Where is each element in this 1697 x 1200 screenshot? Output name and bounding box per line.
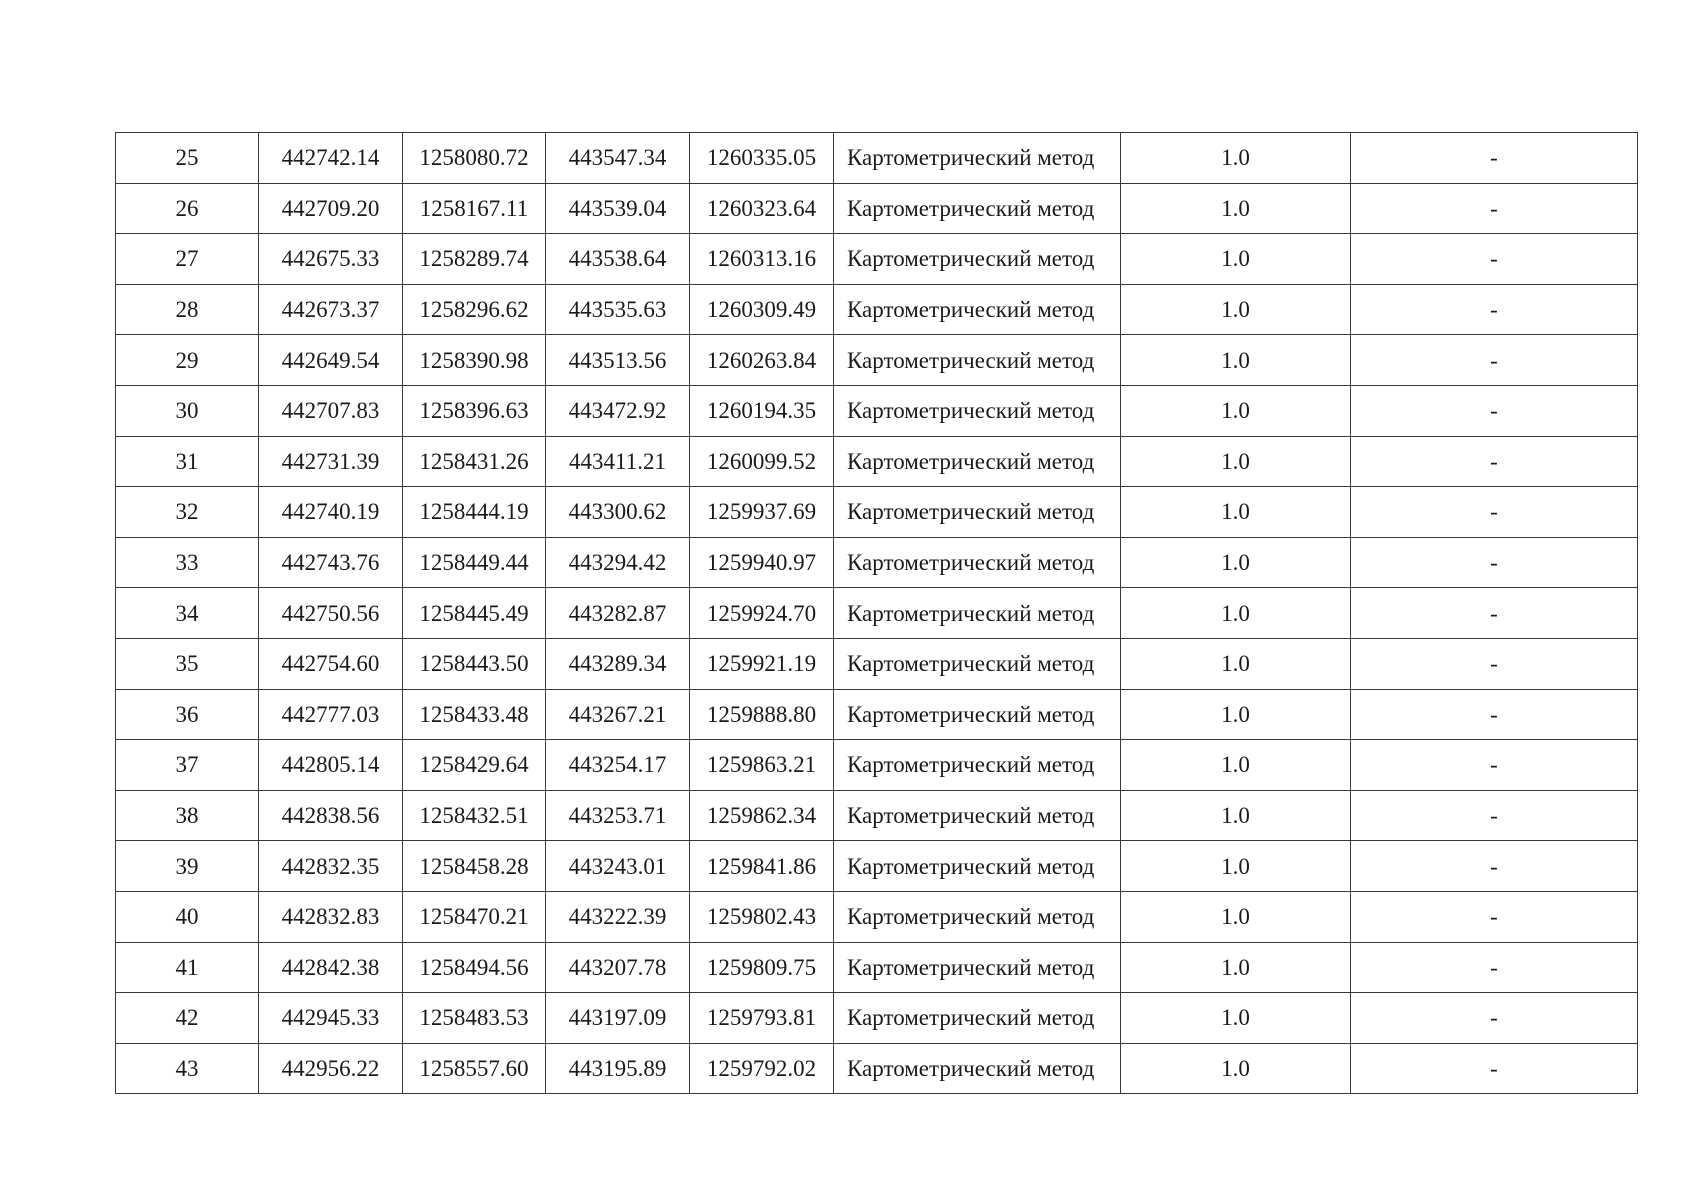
- y-existing-cell: 1258429.64: [403, 740, 546, 791]
- x-existing-cell: 442675.33: [259, 234, 403, 285]
- method-cell: Картометрический метод: [834, 588, 1121, 639]
- note-cell: -: [1351, 234, 1638, 285]
- method-cell: Картометрический метод: [834, 689, 1121, 740]
- note-cell: -: [1351, 588, 1638, 639]
- x-new-cell: 443547.34: [546, 133, 690, 184]
- x-existing-cell: 442832.35: [259, 841, 403, 892]
- point-number-cell: 39: [116, 841, 259, 892]
- note-cell: -: [1351, 537, 1638, 588]
- method-cell: Картометрический метод: [834, 891, 1121, 942]
- x-existing-cell: 442707.83: [259, 385, 403, 436]
- table-row: [116, 234, 1638, 285]
- method-cell: Картометрический метод: [834, 133, 1121, 184]
- point-number-cell: 40: [116, 891, 259, 942]
- x-new-cell: 443513.56: [546, 335, 690, 386]
- y-new-cell: 1259792.02: [690, 1043, 834, 1094]
- x-new-cell: 443538.64: [546, 234, 690, 285]
- point-number-cell: 33: [116, 537, 259, 588]
- y-existing-cell: 1258445.49: [403, 588, 546, 639]
- method-cell: Картометрический метод: [834, 284, 1121, 335]
- table-row: [116, 436, 1638, 487]
- y-existing-cell: 1258080.72: [403, 133, 546, 184]
- y-new-cell: 1259937.69: [690, 487, 834, 538]
- note-cell: -: [1351, 385, 1638, 436]
- point-number-cell: 26: [116, 183, 259, 234]
- note-cell: -: [1351, 487, 1638, 538]
- method-cell: Картометрический метод: [834, 638, 1121, 689]
- x-existing-cell: 442832.83: [259, 891, 403, 942]
- x-new-cell: 443253.71: [546, 790, 690, 841]
- y-existing-cell: 1258443.50: [403, 638, 546, 689]
- y-new-cell: 1259921.19: [690, 638, 834, 689]
- y-new-cell: 1260309.49: [690, 284, 834, 335]
- y-existing-cell: 1258470.21: [403, 891, 546, 942]
- method-cell: Картометрический метод: [834, 234, 1121, 285]
- note-cell: -: [1351, 638, 1638, 689]
- accuracy-cell: 1.0: [1121, 436, 1351, 487]
- note-cell: -: [1351, 942, 1638, 993]
- table-row: [116, 335, 1638, 386]
- point-number-cell: 34: [116, 588, 259, 639]
- table-row: [116, 841, 1638, 892]
- x-new-cell: 443267.21: [546, 689, 690, 740]
- y-existing-cell: 1258494.56: [403, 942, 546, 993]
- y-new-cell: 1259888.80: [690, 689, 834, 740]
- x-new-cell: 443222.39: [546, 891, 690, 942]
- note-cell: -: [1351, 436, 1638, 487]
- x-existing-cell: 442750.56: [259, 588, 403, 639]
- accuracy-cell: 1.0: [1121, 588, 1351, 639]
- y-existing-cell: 1258557.60: [403, 1043, 546, 1094]
- y-existing-cell: 1258167.11: [403, 183, 546, 234]
- x-existing-cell: 442740.19: [259, 487, 403, 538]
- point-number-cell: 41: [116, 942, 259, 993]
- accuracy-cell: 1.0: [1121, 183, 1351, 234]
- accuracy-cell: 1.0: [1121, 993, 1351, 1044]
- x-new-cell: 443539.04: [546, 183, 690, 234]
- y-existing-cell: 1258296.62: [403, 284, 546, 335]
- accuracy-cell: 1.0: [1121, 841, 1351, 892]
- y-existing-cell: 1258433.48: [403, 689, 546, 740]
- accuracy-cell: 1.0: [1121, 1043, 1351, 1094]
- accuracy-cell: 1.0: [1121, 335, 1351, 386]
- y-existing-cell: 1258432.51: [403, 790, 546, 841]
- x-new-cell: 443207.78: [546, 942, 690, 993]
- y-new-cell: 1259809.75: [690, 942, 834, 993]
- accuracy-cell: 1.0: [1121, 638, 1351, 689]
- accuracy-cell: 1.0: [1121, 234, 1351, 285]
- point-number-cell: 42: [116, 993, 259, 1044]
- y-existing-cell: 1258483.53: [403, 993, 546, 1044]
- method-cell: Картометрический метод: [834, 335, 1121, 386]
- x-new-cell: 443300.62: [546, 487, 690, 538]
- point-number-cell: 36: [116, 689, 259, 740]
- table-row: [116, 942, 1638, 993]
- y-existing-cell: 1258390.98: [403, 335, 546, 386]
- table-row: [116, 487, 1638, 538]
- y-new-cell: 1260313.16: [690, 234, 834, 285]
- note-cell: -: [1351, 891, 1638, 942]
- y-new-cell: 1260263.84: [690, 335, 834, 386]
- x-new-cell: 443243.01: [546, 841, 690, 892]
- note-cell: -: [1351, 689, 1638, 740]
- point-number-cell: 25: [116, 133, 259, 184]
- x-new-cell: 443197.09: [546, 993, 690, 1044]
- note-cell: -: [1351, 841, 1638, 892]
- method-cell: Картометрический метод: [834, 740, 1121, 791]
- y-new-cell: 1259863.21: [690, 740, 834, 791]
- table-row: [116, 1043, 1638, 1094]
- point-number-cell: 29: [116, 335, 259, 386]
- method-cell: Картометрический метод: [834, 436, 1121, 487]
- y-existing-cell: 1258449.44: [403, 537, 546, 588]
- coordinates-table: [115, 132, 1638, 1094]
- y-new-cell: 1259940.97: [690, 537, 834, 588]
- table-row: [116, 537, 1638, 588]
- point-number-cell: 37: [116, 740, 259, 791]
- x-existing-cell: 442842.38: [259, 942, 403, 993]
- x-existing-cell: 442945.33: [259, 993, 403, 1044]
- y-new-cell: 1259924.70: [690, 588, 834, 639]
- accuracy-cell: 1.0: [1121, 487, 1351, 538]
- y-new-cell: 1259862.34: [690, 790, 834, 841]
- x-existing-cell: 442956.22: [259, 1043, 403, 1094]
- method-cell: Картометрический метод: [834, 537, 1121, 588]
- note-cell: -: [1351, 790, 1638, 841]
- accuracy-cell: 1.0: [1121, 790, 1351, 841]
- note-cell: -: [1351, 133, 1638, 184]
- point-number-cell: 28: [116, 284, 259, 335]
- x-new-cell: 443289.34: [546, 638, 690, 689]
- y-new-cell: 1260194.35: [690, 385, 834, 436]
- x-existing-cell: 442838.56: [259, 790, 403, 841]
- x-existing-cell: 442743.76: [259, 537, 403, 588]
- point-number-cell: 32: [116, 487, 259, 538]
- x-new-cell: 443294.42: [546, 537, 690, 588]
- x-new-cell: 443282.87: [546, 588, 690, 639]
- accuracy-cell: 1.0: [1121, 385, 1351, 436]
- x-existing-cell: 442649.54: [259, 335, 403, 386]
- y-existing-cell: 1258289.74: [403, 234, 546, 285]
- x-new-cell: 443472.92: [546, 385, 690, 436]
- table-row: [116, 993, 1638, 1044]
- y-existing-cell: 1258431.26: [403, 436, 546, 487]
- point-number-cell: 27: [116, 234, 259, 285]
- point-number-cell: 38: [116, 790, 259, 841]
- method-cell: Картометрический метод: [834, 487, 1121, 538]
- y-new-cell: 1260335.05: [690, 133, 834, 184]
- x-existing-cell: 442805.14: [259, 740, 403, 791]
- table-body: [116, 133, 1638, 1094]
- y-existing-cell: 1258396.63: [403, 385, 546, 436]
- y-existing-cell: 1258458.28: [403, 841, 546, 892]
- point-number-cell: 31: [116, 436, 259, 487]
- x-new-cell: 443535.63: [546, 284, 690, 335]
- table-row: [116, 385, 1638, 436]
- y-new-cell: 1259841.86: [690, 841, 834, 892]
- y-new-cell: 1259793.81: [690, 993, 834, 1044]
- note-cell: -: [1351, 335, 1638, 386]
- table-row: [116, 588, 1638, 639]
- accuracy-cell: 1.0: [1121, 689, 1351, 740]
- table-row: [116, 689, 1638, 740]
- table-row: [116, 183, 1638, 234]
- point-number-cell: 35: [116, 638, 259, 689]
- note-cell: -: [1351, 740, 1638, 791]
- x-existing-cell: 442709.20: [259, 183, 403, 234]
- method-cell: Картометрический метод: [834, 993, 1121, 1044]
- table-row: [116, 740, 1638, 791]
- table-row: [116, 284, 1638, 335]
- y-new-cell: 1260323.64: [690, 183, 834, 234]
- x-new-cell: 443254.17: [546, 740, 690, 791]
- method-cell: Картометрический метод: [834, 183, 1121, 234]
- note-cell: -: [1351, 284, 1638, 335]
- x-new-cell: 443195.89: [546, 1043, 690, 1094]
- x-existing-cell: 442742.14: [259, 133, 403, 184]
- accuracy-cell: 1.0: [1121, 133, 1351, 184]
- accuracy-cell: 1.0: [1121, 537, 1351, 588]
- table-row: [116, 638, 1638, 689]
- point-number-cell: 43: [116, 1043, 259, 1094]
- y-existing-cell: 1258444.19: [403, 487, 546, 538]
- accuracy-cell: 1.0: [1121, 284, 1351, 335]
- x-existing-cell: 442731.39: [259, 436, 403, 487]
- x-existing-cell: 442754.60: [259, 638, 403, 689]
- method-cell: Картометрический метод: [834, 841, 1121, 892]
- note-cell: -: [1351, 183, 1638, 234]
- table-row: [116, 133, 1638, 184]
- note-cell: -: [1351, 1043, 1638, 1094]
- point-number-cell: 30: [116, 385, 259, 436]
- accuracy-cell: 1.0: [1121, 891, 1351, 942]
- table-row: [116, 790, 1638, 841]
- method-cell: Картометрический метод: [834, 1043, 1121, 1094]
- y-new-cell: 1260099.52: [690, 436, 834, 487]
- method-cell: Картометрический метод: [834, 790, 1121, 841]
- note-cell: -: [1351, 993, 1638, 1044]
- method-cell: Картометрический метод: [834, 385, 1121, 436]
- accuracy-cell: 1.0: [1121, 740, 1351, 791]
- x-new-cell: 443411.21: [546, 436, 690, 487]
- x-existing-cell: 442673.37: [259, 284, 403, 335]
- table-row: [116, 891, 1638, 942]
- method-cell: Картометрический метод: [834, 942, 1121, 993]
- x-existing-cell: 442777.03: [259, 689, 403, 740]
- accuracy-cell: 1.0: [1121, 942, 1351, 993]
- y-new-cell: 1259802.43: [690, 891, 834, 942]
